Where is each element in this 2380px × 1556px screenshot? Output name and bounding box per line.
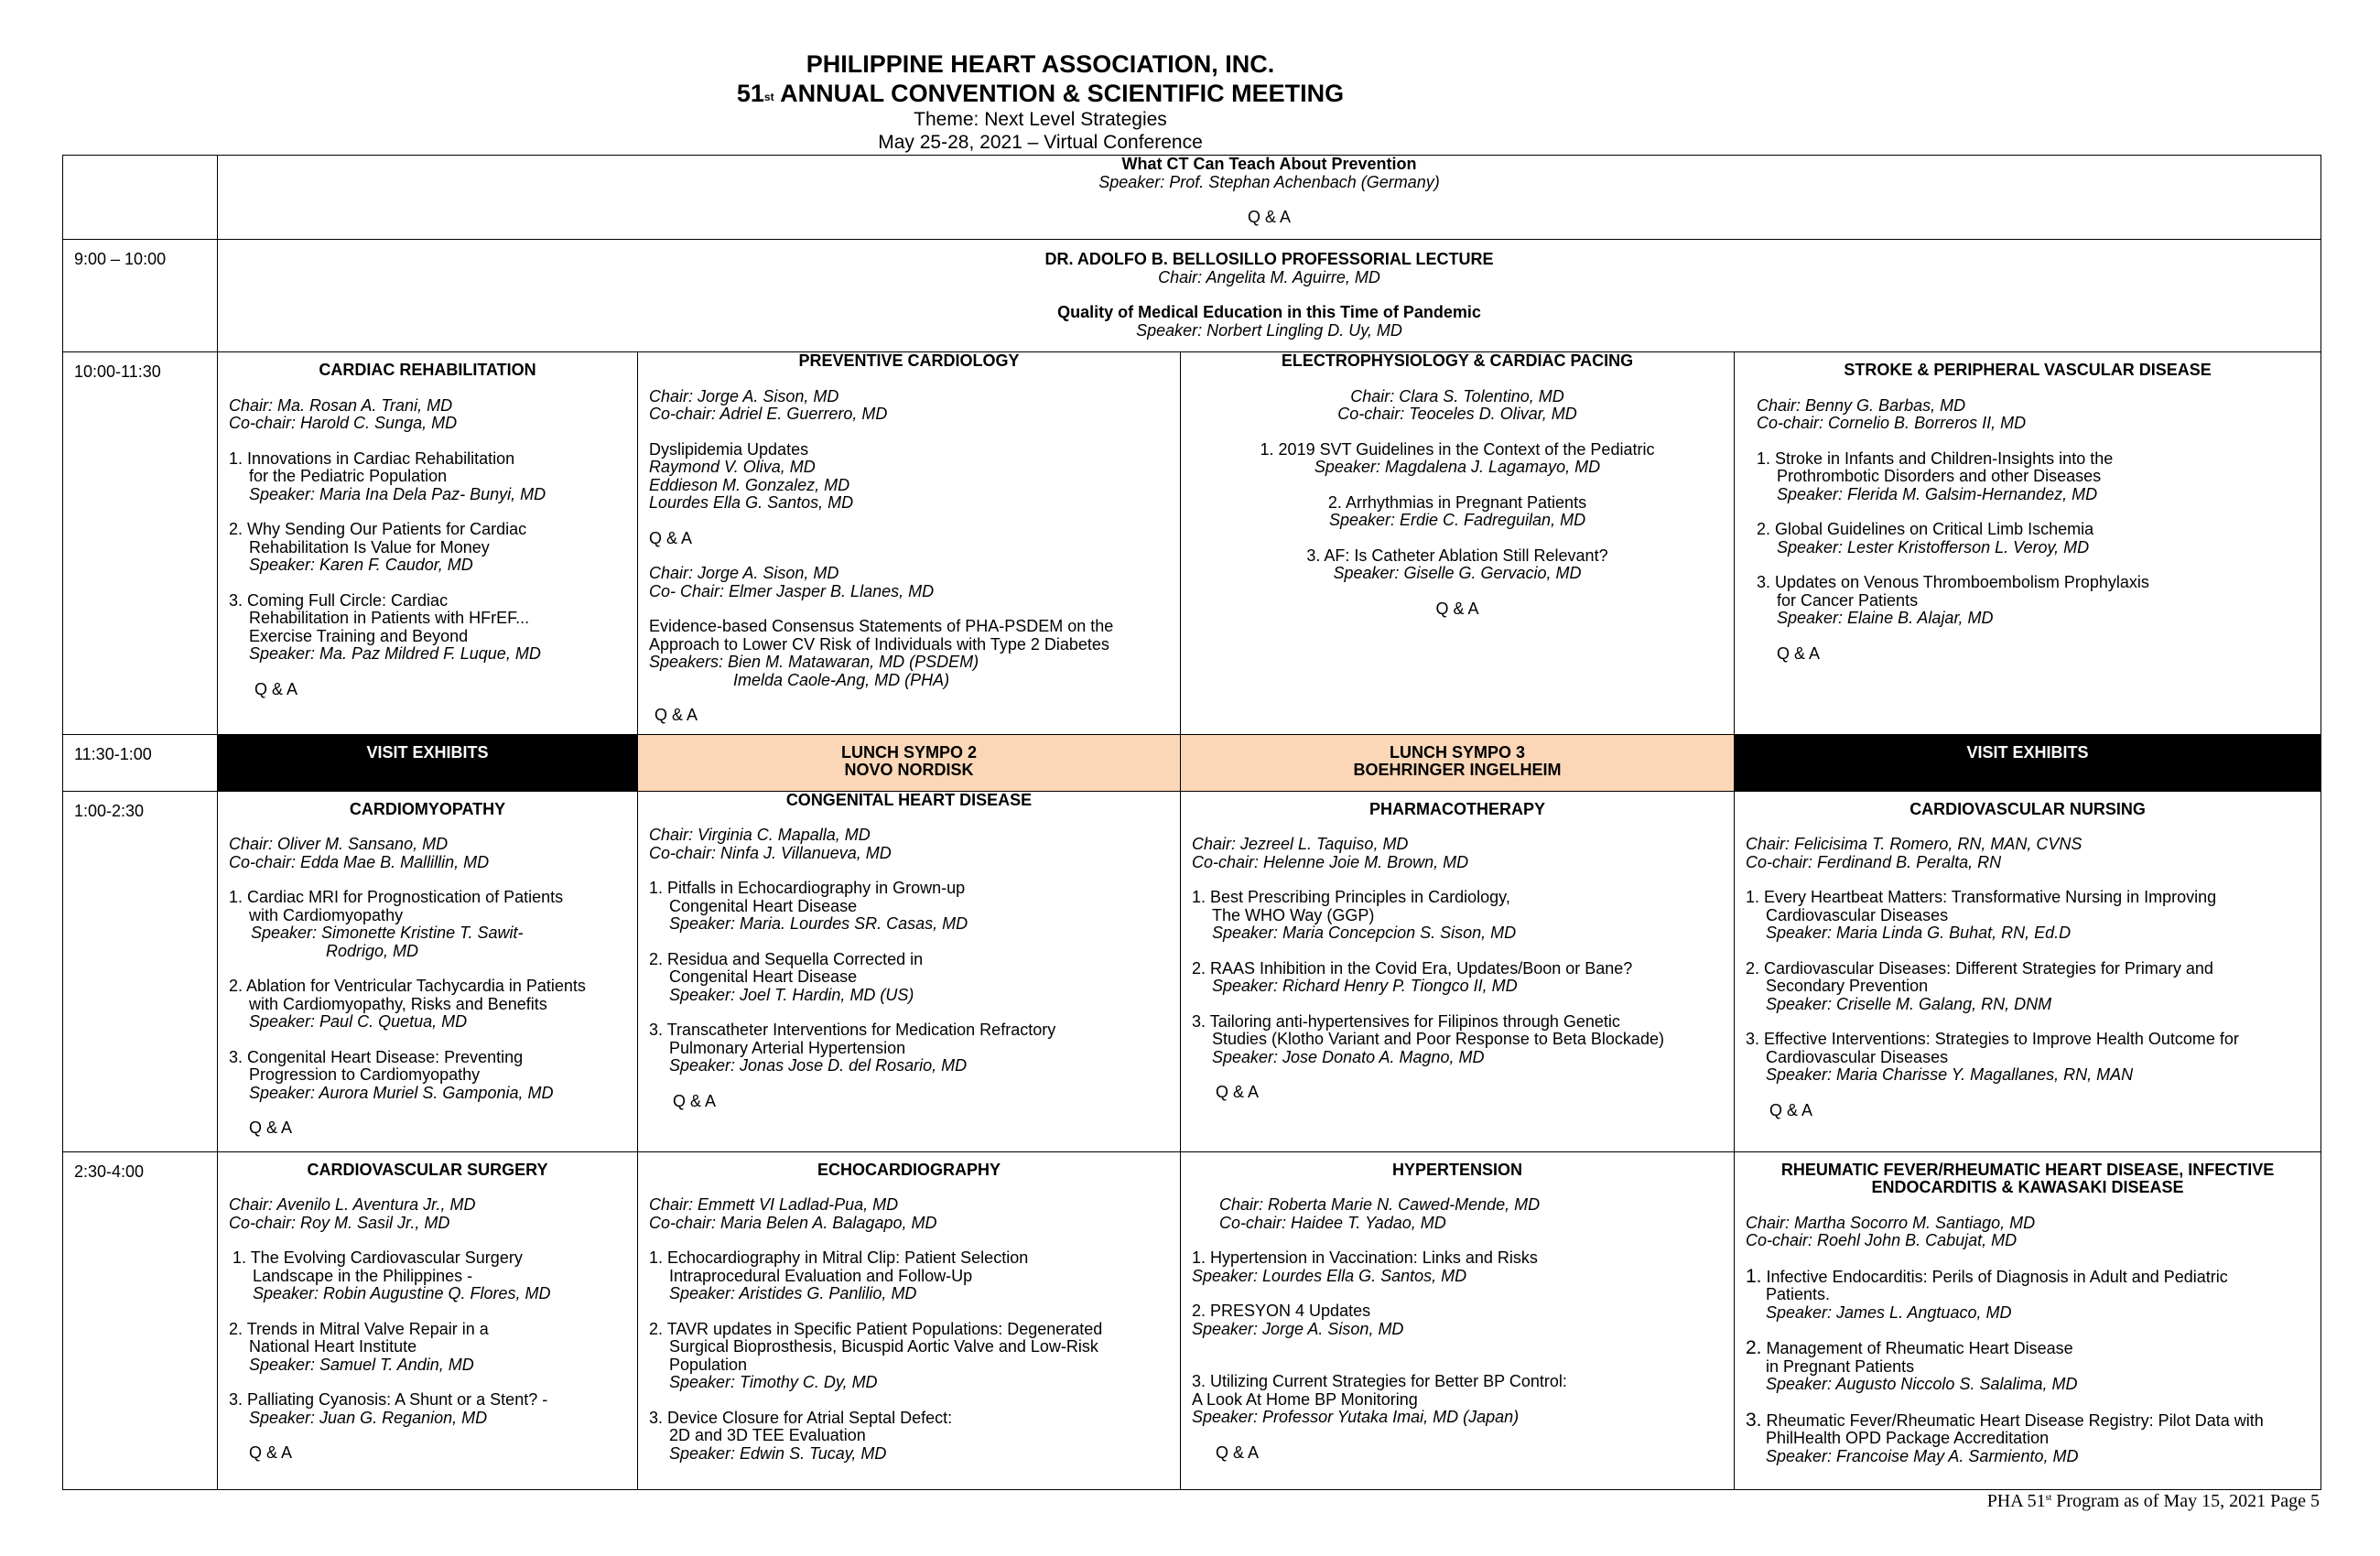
cochair-line: Co-chair: Harold C. Sunga, MD xyxy=(229,414,458,432)
talk-title: 3. Utilizing Current Strategies for Better BP Control: xyxy=(1192,1372,1567,1390)
session-cell: HYPERTENSION Chair: Roberta Marie N. Cawed-Mende, MD Co-chair: Haidee T. Yadao, MD 1. Hypertension in Vaccination: Links and Risks Speaker: Lourdes Ella G. Santos, MD 2. PRESYON 4 Updates Speaker: Jorge A. Sison, MD 3. Utilizing Current Strategies for Better BP Control: A Look At Home BP Monitoring Speaker: Professor Yutaka Imai, MD (Japan) Q & A xyxy=(1181,1151,1735,1489)
talk-item: 2. Trends in Mitral Valve Repair in a National Heart Institute Speaker: Samuel T. Andin, MD xyxy=(229,1321,626,1375)
cochair-line: Co-chair: Ferdinand B. Peralta, RN xyxy=(1746,852,2002,871)
theme-line: Theme: Next Level Strategies xyxy=(914,109,1167,130)
speaker-line: Speaker: Jonas Jose D. del Rosario, MD xyxy=(669,1056,968,1075)
speaker-line: Speaker: Elaine B. Alajar, MD xyxy=(1777,609,1994,627)
chair-line: Chair: Roberta Marie N. Cawed-Mende, MD xyxy=(1219,1195,1541,1214)
topic-line: Evidence-based Consensus Statements of PHA-PSDEM on the xyxy=(649,617,1114,635)
chair-line: Chair: Emmett VI Ladlad-Pua, MD xyxy=(649,1195,899,1214)
speaker-line: Speaker: Maria Charisse Y. Magallanes, RN, MAN xyxy=(1766,1065,2134,1084)
qa-label: Q & A xyxy=(649,528,693,547)
cochair-line: Co-chair: Adriel E. Guerrero, MD xyxy=(649,405,888,423)
lecture-cell xyxy=(218,156,2321,240)
cochair-line: Co-chair: Teoceles D. Olivar, MD xyxy=(1337,405,1577,423)
speaker-line: Speaker: Lester Kristofferson L. Veroy, MD xyxy=(1777,537,2090,556)
speaker-line: Speaker: Paul C. Quetua, MD xyxy=(249,1012,468,1031)
qa-label: Q & A xyxy=(1248,208,1292,226)
talk-item: 1. Cardiac MRI for Prognostication of Patients with Cardiomyopathy Speaker: Simonette Kristine T. Sawit- Rodrigo, MD xyxy=(229,889,626,960)
talk-item: 1. The Evolving Cardiovascular Surgery Landscape in the Philippines - Speaker: Robin Augustine Q. Flores, MD xyxy=(229,1249,626,1303)
speaker-line: Speaker: Karen F. Caudor, MD xyxy=(249,556,473,574)
session-cell xyxy=(218,352,638,735)
chair-line: Chair: Jezreel L. Taquiso, MD xyxy=(1192,835,1409,853)
qa-label: Q & A xyxy=(254,679,298,698)
lecture-cell xyxy=(218,240,2321,352)
speaker-line: Speaker: Giselle G. Gervacio, MD xyxy=(1333,564,1582,582)
talk-item: 2. Ablation for Ventricular Tachycardia in Patients with Cardiomyopathy, Risks and Benefits Speaker: Paul C. Quetua, MD xyxy=(229,978,626,1032)
time-cell: 9:00 – 10:00 xyxy=(63,240,218,352)
cochair-line: Co-chair: Roy M. Sasil Jr., MD xyxy=(229,1213,450,1232)
session-title: ECHOCARDIOGRAPHY xyxy=(817,1160,1001,1179)
session-title: RHEUMATIC FEVER/RHEUMATIC HEART DISEASE, INFECTIVE xyxy=(1780,1160,2275,1179)
speaker-line: Imelda Caole-Ang, MD (PHA) xyxy=(733,670,950,689)
session-cell xyxy=(1735,1151,2321,1489)
speaker-line: Speaker: Robin Augustine Q. Flores, MD xyxy=(253,1284,551,1302)
session-title: ENDOCARDITIS & KAWASAKI DISEASE xyxy=(1871,1178,2184,1196)
schedule-table xyxy=(62,155,2321,1490)
talk-item: 3. Transcatheter Interventions for Medication Refractory Pulmonary Arterial Hypertension Speaker: Jonas Jose D. del Rosario, MD xyxy=(649,1021,1169,1075)
speaker-line: Speaker: Jose Donato A. Magno, MD xyxy=(1212,1047,1485,1066)
schedule-row xyxy=(63,791,2321,1151)
topic-line: Approach to Lower CV Risk of Individuals with Type 2 Diabetes xyxy=(649,634,1109,654)
talk-item: 3. Updates on Venous Thromboembolism Prophylaxis for Cancer Patients Speaker: Elaine B. Alajar, MD xyxy=(1746,574,2310,628)
speaker-line: Speaker: Augusto Niccolo S. Salalima, MD xyxy=(1766,1375,2078,1393)
talk-item: 1. Stroke in Infants and Children-Insights into the Prothrombotic Disorders and other Diseases Speaker: Flerida M. Galsim-Hernandez, MD xyxy=(1746,450,2310,504)
talk-item: 1. Infective Endocarditis: Perils of Diagnosis in Adult and Pediatric Patients. Speaker: James L. Angtuaco, MD xyxy=(1746,1268,2310,1323)
page-footer: PHA 51st Program as of May 15, 2021 Page 5 xyxy=(1986,1491,2320,1511)
session-cell xyxy=(1181,352,1735,735)
speaker-line: Speaker: Edwin S. Tucay, MD xyxy=(669,1443,887,1463)
talk-item: 3. Congenital Heart Disease: Preventing Progression to Cardiomyopathy Speaker: Aurora Muriel S. Gamponia, MD xyxy=(229,1049,626,1103)
session-title: CARDIOMYOPATHY xyxy=(349,799,506,818)
chair-line: Chair: Benny G. Barbas, MD xyxy=(1757,395,1966,415)
talk-item: 2. Management of Rheumatic Heart Disease in Pregnant Patients Speaker: Augusto Niccolo S. Salalima, MD xyxy=(1746,1339,2310,1394)
cochair-line: Co-chair: Edda Mae B. Mallillin, MD xyxy=(229,852,490,871)
cochair-line: Co-chair: Maria Belen A. Balagapo, MD xyxy=(649,1213,937,1232)
talk-item: 3. Rheumatic Fever/Rheumatic Heart Disease Registry: Pilot Data with PhilHealth OPD Package Accreditation Speaker: Francoise May A. Sarmiento, MD xyxy=(1746,1411,2310,1466)
speaker-line: Speaker: Magdalena J. Lagamayo, MD xyxy=(1314,458,1601,476)
speaker-line: Speaker: Maria Linda G. Buhat, RN, Ed.D xyxy=(1766,924,2072,942)
speaker-line: Speaker: Professor Yutaka Imai, MD (Japan) xyxy=(1192,1408,1520,1426)
session-title: CARDIOVASCULAR NURSING xyxy=(1909,799,2146,818)
chair-line: Chair: Oliver M. Sansano, MD xyxy=(229,835,449,853)
visit-exhibits-banner: VISIT EXHIBITS xyxy=(218,734,638,791)
chair-line: Chair: Jorge A. Sison, MD xyxy=(649,564,839,582)
talk-item: 1. Pitfalls in Echocardiography in Grown-up Congenital Heart Disease Speaker: Maria. Lourdes SR. Casas, MD xyxy=(649,880,1169,934)
session-title: HYPERTENSION xyxy=(1391,1160,1523,1179)
session-title: What CT Can Teach About Prevention xyxy=(1121,155,1417,173)
schedule-row xyxy=(63,734,2321,791)
speaker-line: Speaker: James L. Angtuaco, MD xyxy=(1766,1302,2012,1322)
session-title: CARDIOVASCULAR SURGERY xyxy=(307,1160,548,1179)
session-title: CONGENITAL HEART DISEASE xyxy=(785,790,1033,809)
schedule-row xyxy=(63,156,2321,240)
session-cell xyxy=(1735,352,2321,735)
chair-line: Chair: Angelita M. Aguirre, MD xyxy=(1158,267,1380,286)
lunch-sympo-banner: LUNCH SYMPO 2 NOVO NORDISK xyxy=(638,734,1181,791)
speaker-line: Raymond V. Oliva, MD xyxy=(649,458,816,476)
qa-label: Q & A xyxy=(1216,1443,1260,1462)
topic-line: Dyslipidemia Updates xyxy=(649,439,809,459)
session-cell xyxy=(638,791,1181,1151)
session-cell xyxy=(638,352,1181,735)
speaker-line: Lourdes Ella G. Santos, MD xyxy=(649,493,854,512)
session-title: STROKE & PERIPHERAL VASCULAR DISEASE xyxy=(1844,361,2212,379)
cochair-line: Co-chair: Helenne Joie M. Brown, MD xyxy=(1192,852,1469,871)
qa-label: Q & A xyxy=(673,1091,717,1110)
speaker-line: Speaker: Ma. Paz Mildred F. Luque, MD xyxy=(249,644,541,663)
chair-line: Chair: Felicisima T. Romero, RN, MAN, CVNS xyxy=(1746,835,2082,853)
qa-label: Q & A xyxy=(1435,599,1479,618)
speaker-line: Speaker: Maria Concepcion S. Sison, MD xyxy=(1212,924,1517,942)
time-cell xyxy=(63,156,218,240)
talk-item: 1. Innovations in Cardiac Rehabilitation for the Pediatric Population Speaker: Maria Ina Dela Paz- Bunyi, MD xyxy=(229,450,626,504)
lunch-sympo-banner: LUNCH SYMPO 3 BOEHRINGER INGELHEIM xyxy=(1181,734,1735,791)
speaker-line: Speaker: Juan G. Reganion, MD xyxy=(249,1408,488,1427)
chair-line: Chair: Clara S. Tolentino, MD xyxy=(1350,386,1564,405)
cochair-line: Co- Chair: Elmer Jasper B. Llanes, MD xyxy=(649,581,935,600)
cochair-line: Co-chair: Haidee T. Yadao, MD xyxy=(1219,1213,1446,1232)
speaker-line: Speaker: Aurora Muriel S. Gamponia, MD xyxy=(249,1083,554,1102)
cochair-line: Co-chair: Cornelio B. Borreros II, MD xyxy=(1757,414,2027,432)
speaker-line: Speaker: Aristides G. Panlilio, MD xyxy=(669,1284,917,1302)
session-title: PREVENTIVE CARDIOLOGY xyxy=(798,351,1020,370)
schedule-row xyxy=(63,352,2321,735)
session-cell xyxy=(218,791,638,1151)
session-cell xyxy=(638,1151,1181,1489)
talk-item: 1. Every Heartbeat Matters: Transformative Nursing in Improving Cardiovascular Diseases Speaker: Maria Linda G. Buhat, RN, Ed.D xyxy=(1746,889,2310,943)
speaker-line: Speaker: Simonette Kristine T. Sawit- xyxy=(251,924,524,942)
speaker-line: Eddieson M. Gonzalez, MD xyxy=(649,475,850,494)
session-title: DR. ADOLFO B. BELLOSILLO PROFESSORIAL LECTURE xyxy=(1044,250,1494,268)
time-cell: 10:00-11:30 xyxy=(63,352,218,735)
speaker-line: Speaker: Samuel T. Andin, MD xyxy=(249,1355,474,1374)
talk-title: 2. Arrhythmias in Pregnant Patients xyxy=(1327,492,1587,512)
qa-label: Q & A xyxy=(249,1118,293,1137)
talk-item: 1. Best Prescribing Principles in Cardiology, The WHO Way (GGP) Speaker: Maria Concepcion S. Sison, MD xyxy=(1192,889,1723,943)
speaker-line: Speaker: Timothy C. Dy, MD xyxy=(669,1373,878,1391)
chair-line: Chair: Avenilo L. Aventura Jr., MD xyxy=(229,1195,476,1214)
dates-line: May 25-28, 2021 – Virtual Conference xyxy=(878,132,1203,153)
chair-line: Chair: Virginia C. Mapalla, MD xyxy=(649,826,871,844)
qa-label: Q & A xyxy=(1777,643,1821,663)
speaker-line: Speaker: Richard Henry P. Tiongco II, MD xyxy=(1212,977,1518,995)
document-header xyxy=(0,49,2081,154)
talk-item: 1. Echocardiography in Mitral Clip: Patient Selection Intraprocedural Evaluation and Follow-Up Speaker: Aristides G. Panlilio, MD xyxy=(649,1249,1169,1303)
session-cell xyxy=(1181,791,1735,1151)
speaker-line: Speaker: Flerida M. Galsim-Hernandez, MD xyxy=(1777,484,2098,503)
lecture-title: Quality of Medical Education in this Time of Pandemic xyxy=(1057,303,1481,321)
session-title: CARDIAC REHABILITATION xyxy=(319,361,536,379)
speaker-line: Speaker: Norbert Lingling D. Uy, MD xyxy=(1136,320,1402,340)
talk-item: 3. Effective Interventions: Strategies to Improve Health Outcome for Cardiovascular Diseases Speaker: Maria Charisse Y. Magallanes, RN, MAN xyxy=(1746,1031,2310,1085)
speaker-line: Speaker: Prof. Stephan Achenbach (Germany) xyxy=(1098,172,1440,191)
talk-title: 2. PRESYON 4 Updates xyxy=(1192,1302,1371,1320)
speaker-line: Speaker: Francoise May A. Sarmiento, MD xyxy=(1766,1446,2079,1465)
talk-item: 2. RAAS Inhibition in the Covid Era, Updates/Boon or Bane? Speaker: Richard Henry P. Tiongco II, MD xyxy=(1192,960,1723,996)
speaker-line: Speaker: Joel T. Hardin, MD (US) xyxy=(669,985,914,1004)
talk-item: 3. Tailoring anti-hypertensives for Filipinos through Genetic Studies (Klotho Variant and Poor Response to Beta Blockade) Speaker: Jose Donato A. Magno, MD xyxy=(1192,1013,1723,1067)
session-title: ELECTROPHYSIOLOGY & CARDIAC PACING xyxy=(1281,351,1634,370)
cochair-line: Co-chair: Roehl John B. Cabujat, MD xyxy=(1746,1231,2018,1249)
session-cell xyxy=(218,1151,638,1489)
speaker-line: Speaker: Erdie C. Fadreguilan, MD xyxy=(1328,511,1586,529)
talk-item: 2. Why Sending Our Patients for Cardiac Rehabilitation Is Value for Money Speaker: Karen F. Caudor, MD xyxy=(229,521,626,575)
schedule-row xyxy=(63,1151,2321,1489)
chair-line: Chair: Martha Socorro M. Santiago, MD xyxy=(1746,1213,2036,1232)
talk-item: 3. Coming Full Circle: Cardiac Rehabilitation in Patients with HFrEF... Exercise Training and Beyond Speaker: Ma. Paz Mildred F. Luque, MD xyxy=(229,592,626,664)
talk-title: 1. 2019 SVT Guidelines in the Context of the Pediatric xyxy=(1260,439,1655,459)
chair-line: Chair: Ma. Rosan A. Trani, MD xyxy=(229,395,453,415)
talk-item: 2. Global Guidelines on Critical Limb Ischemia Speaker: Lester Kristofferson L. Veroy, MD xyxy=(1746,521,2310,556)
chair-line: Chair: Jorge A. Sison, MD xyxy=(649,386,839,405)
speaker-line: Speakers: Bien M. Matawaran, MD (PSDEM) xyxy=(649,653,979,671)
speaker-line: Speaker: Jorge A. Sison, MD xyxy=(1192,1319,1404,1338)
qa-label: Q & A xyxy=(1769,1100,1813,1119)
time-cell: 2:30-4:00 xyxy=(63,1151,218,1489)
time-cell: 1:00-2:30 xyxy=(63,791,218,1151)
talk-item: 2. Residua and Sequella Corrected in Congenital Heart Disease Speaker: Joel T. Hardin, MD (US) xyxy=(649,951,1169,1005)
visit-exhibits-banner: VISIT EXHIBITS xyxy=(1735,734,2321,791)
qa-label: Q & A xyxy=(654,706,698,724)
session-cell xyxy=(1735,791,2321,1151)
speaker-line: Speaker: Maria. Lourdes SR. Casas, MD xyxy=(669,914,968,933)
schedule-row xyxy=(63,240,2321,352)
org-title: PHILIPPINE HEART ASSOCIATION, INC. xyxy=(806,50,1275,78)
qa-label: Q & A xyxy=(249,1443,293,1462)
talk-item: 2. Cardiovascular Diseases: Different Strategies for Primary and Secondary Prevention Speaker: Criselle M. Galang, RN, DNM xyxy=(1746,960,2310,1014)
talk-item: 3. Device Closure for Atrial Septal Defect: 2D and 3D TEE Evaluation Speaker: Edwin S. Tucay, MD xyxy=(649,1410,1169,1464)
talk-item: 3. Palliating Cyanosis: A Shunt or a Stent? - Speaker: Juan G. Reganion, MD xyxy=(229,1391,626,1427)
talk-title: 3. AF: Is Catheter Ablation Still Relevant? xyxy=(1306,546,1608,565)
time-cell: 11:30-1:00 xyxy=(63,734,218,791)
qa-label: Q & A xyxy=(1216,1083,1260,1101)
speaker-line: Speaker: Maria Ina Dela Paz- Bunyi, MD xyxy=(249,484,546,503)
convention-title: 51st ANNUAL CONVENTION & SCIENTIFIC MEETING xyxy=(736,80,1345,107)
speaker-line: Rodrigo, MD xyxy=(326,941,419,960)
cochair-line: Co-chair: Ninfa J. Villanueva, MD xyxy=(649,843,892,862)
talk-item: 2. TAVR updates in Specific Patient Populations: Degenerated Surgical Bioprosthesis, Bicuspid Aortic Valve and Low-Risk Population Speaker: Timothy C. Dy, MD xyxy=(649,1321,1169,1392)
speaker-line: Speaker: Lourdes Ella G. Santos, MD xyxy=(1192,1266,1467,1285)
speaker-line: Speaker: Criselle M. Galang, RN, DNM xyxy=(1766,994,2052,1013)
session-title: PHARMACOTHERAPY xyxy=(1368,799,1545,818)
talk-title: 1. Hypertension in Vaccination: Links and Risks xyxy=(1192,1248,1538,1267)
